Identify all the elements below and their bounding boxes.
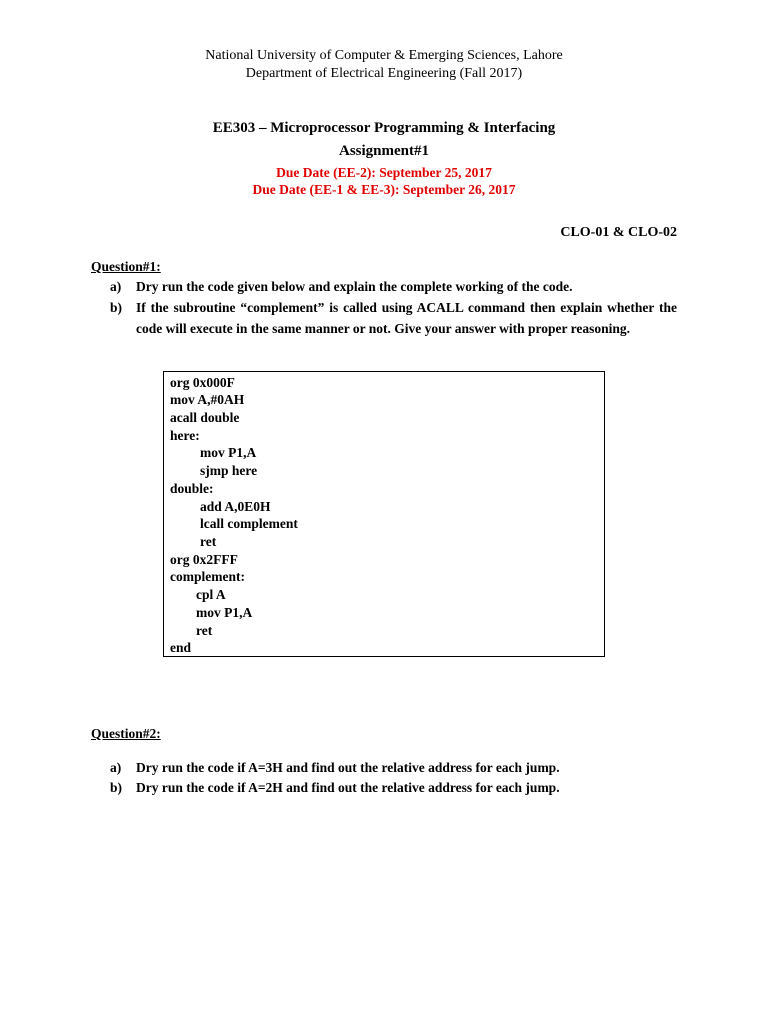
question1-title: Question#1: [91,259,161,274]
code-line: cpl A [196,587,226,602]
clo-label: CLO-01 & CLO-02 [560,225,677,240]
question2-items [110,758,677,798]
item-label: a) [110,760,122,775]
question2-item-b [110,778,677,798]
item-text: Dry run the code given below and explain the complete working of the code. [136,279,573,294]
question1-item-b [110,297,677,339]
assignment-title: Assignment#1 [338,143,429,159]
code-line: ret [196,623,213,638]
department-name: Department of Electrical Engineering (Fall 2017) [245,66,523,81]
code-line: org 0x2FFF [170,552,238,567]
code-line: lcall complement [200,516,298,531]
code-box [163,371,605,657]
item-text: If the subroutine “complement” is called using ACALL command then explain whether the code will execute in the same manner or not. Give your answer with proper reasoning. [136,300,677,336]
question1-item-a [110,276,677,297]
item-label: b) [110,300,123,315]
code-line: add A,0E0H [200,499,271,514]
code-line: mov P1,A [196,605,253,620]
code-line: mov A,#0AH [170,392,245,407]
item-text: Dry run the code if A=2H and find out the relative address for each jump. [136,780,560,795]
question1-items [110,276,677,339]
item-text: Dry run the code if A=3H and find out the relative address for each jump. [136,760,560,775]
code-line: org 0x000F [170,375,235,390]
course-title: EE303 – Microprocessor Programming & Interfacing [212,120,556,136]
item-label: a) [110,279,122,294]
code-line: here: [170,428,200,443]
code-line: ret [200,534,217,549]
item-label: b) [110,780,123,795]
code-line: end [170,640,192,655]
code-line: mov P1,A [200,445,257,460]
due-date-ee2: Due Date (EE-2): September 25, 2017 [276,165,492,180]
question2-item-a [110,758,677,778]
question2-title: Question#2: [91,726,161,741]
code-line: complement: [170,569,245,584]
code-line: acall double [170,410,240,425]
code-line: double: [170,481,214,496]
due-date-ee1-ee3: Due Date (EE-1 & EE-3): September 26, 2017 [252,182,516,197]
code-line: sjmp here [200,463,258,478]
university-name: National University of Computer & Emerging Sciences, Lahore [205,48,563,63]
